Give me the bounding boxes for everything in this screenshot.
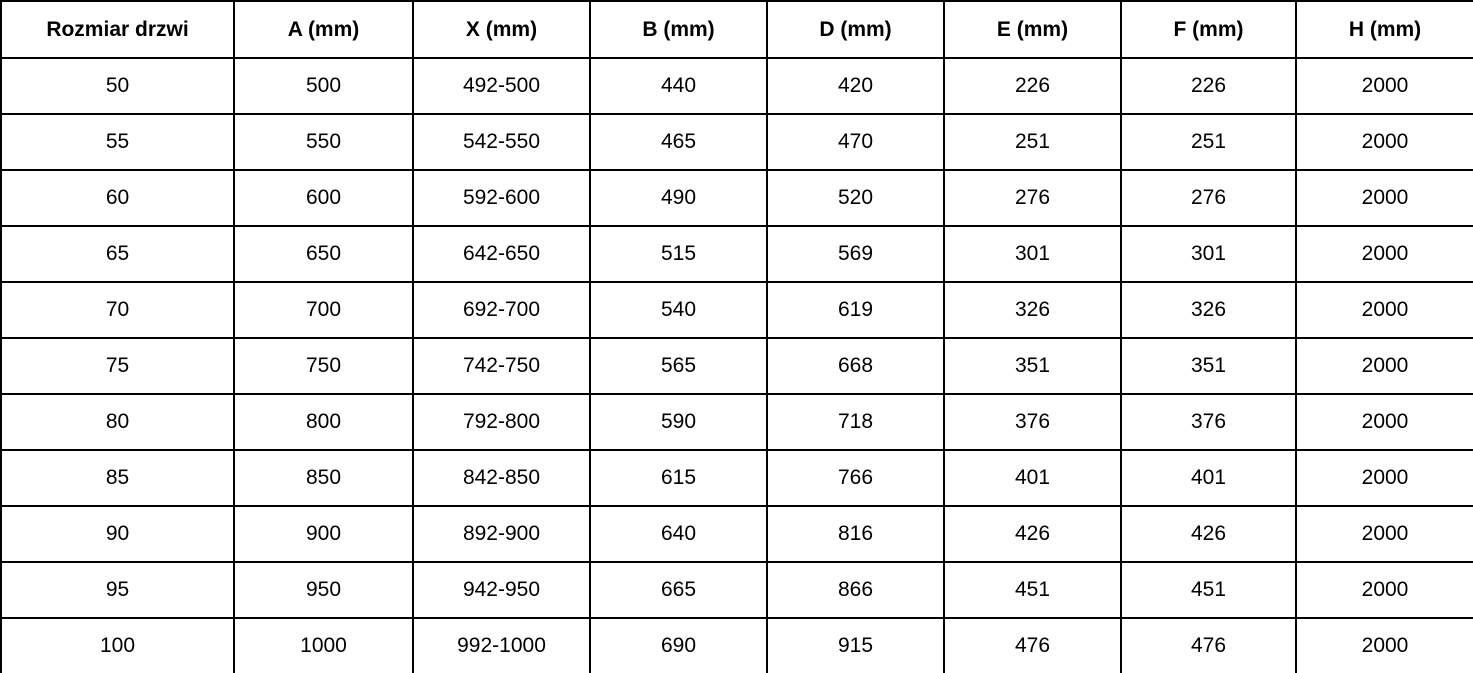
- data-cell: 426: [944, 506, 1121, 562]
- row-size-cell: 75: [1, 338, 234, 394]
- data-cell: 226: [1121, 58, 1296, 114]
- data-cell: 2000: [1296, 226, 1473, 282]
- data-cell: 550: [234, 114, 413, 170]
- header-row: [1, 1, 1473, 58]
- data-cell: 592-600: [413, 170, 590, 226]
- data-cell: 690: [590, 618, 767, 673]
- column-header: D (mm): [767, 1, 944, 58]
- data-cell: 2000: [1296, 562, 1473, 618]
- row-size-cell: 100: [1, 618, 234, 673]
- data-cell: 426: [1121, 506, 1296, 562]
- table-row: [1, 394, 1473, 450]
- data-cell: 515: [590, 226, 767, 282]
- data-cell: 792-800: [413, 394, 590, 450]
- data-cell: 640: [590, 506, 767, 562]
- column-header: A (mm): [234, 1, 413, 58]
- data-cell: 816: [767, 506, 944, 562]
- data-cell: 642-650: [413, 226, 590, 282]
- data-cell: 742-750: [413, 338, 590, 394]
- table-row: [1, 618, 1473, 673]
- data-cell: 542-550: [413, 114, 590, 170]
- row-size-cell: 95: [1, 562, 234, 618]
- column-header: E (mm): [944, 1, 1121, 58]
- row-size-cell: 55: [1, 114, 234, 170]
- data-cell: 668: [767, 338, 944, 394]
- data-cell: 476: [1121, 618, 1296, 673]
- row-size-cell: 70: [1, 282, 234, 338]
- table-row: [1, 170, 1473, 226]
- column-header: H (mm): [1296, 1, 1473, 58]
- data-cell: 2000: [1296, 58, 1473, 114]
- column-header: F (mm): [1121, 1, 1296, 58]
- row-size-cell: 50: [1, 58, 234, 114]
- data-cell: 766: [767, 450, 944, 506]
- data-cell: 351: [1121, 338, 1296, 394]
- table-row: [1, 114, 1473, 170]
- table-row: [1, 226, 1473, 282]
- data-cell: 520: [767, 170, 944, 226]
- data-cell: 700: [234, 282, 413, 338]
- data-cell: 492-500: [413, 58, 590, 114]
- data-cell: 470: [767, 114, 944, 170]
- column-header: Rozmiar drzwi: [1, 1, 234, 58]
- data-cell: 665: [590, 562, 767, 618]
- data-cell: 251: [1121, 114, 1296, 170]
- data-cell: 2000: [1296, 170, 1473, 226]
- data-cell: 942-950: [413, 562, 590, 618]
- data-cell: 718: [767, 394, 944, 450]
- data-cell: 401: [1121, 450, 1296, 506]
- data-cell: 420: [767, 58, 944, 114]
- table-row: [1, 338, 1473, 394]
- data-cell: 226: [944, 58, 1121, 114]
- data-cell: 2000: [1296, 618, 1473, 673]
- data-cell: 619: [767, 282, 944, 338]
- data-cell: 600: [234, 170, 413, 226]
- row-size-cell: 90: [1, 506, 234, 562]
- data-cell: 565: [590, 338, 767, 394]
- data-cell: 276: [944, 170, 1121, 226]
- data-cell: 650: [234, 226, 413, 282]
- row-size-cell: 85: [1, 450, 234, 506]
- data-cell: 476: [944, 618, 1121, 673]
- table-body: [1, 58, 1473, 673]
- table-row: [1, 282, 1473, 338]
- data-cell: 692-700: [413, 282, 590, 338]
- data-cell: 500: [234, 58, 413, 114]
- data-cell: 950: [234, 562, 413, 618]
- data-cell: 326: [944, 282, 1121, 338]
- data-cell: 750: [234, 338, 413, 394]
- data-cell: 2000: [1296, 114, 1473, 170]
- data-cell: 465: [590, 114, 767, 170]
- data-cell: 800: [234, 394, 413, 450]
- row-size-cell: 65: [1, 226, 234, 282]
- data-cell: 301: [1121, 226, 1296, 282]
- data-cell: 540: [590, 282, 767, 338]
- data-cell: 850: [234, 450, 413, 506]
- data-cell: 2000: [1296, 338, 1473, 394]
- data-cell: 376: [1121, 394, 1296, 450]
- data-cell: 326: [1121, 282, 1296, 338]
- data-cell: 2000: [1296, 506, 1473, 562]
- data-cell: 900: [234, 506, 413, 562]
- data-cell: 251: [944, 114, 1121, 170]
- data-cell: 842-850: [413, 450, 590, 506]
- data-cell: 2000: [1296, 450, 1473, 506]
- table-row: [1, 58, 1473, 114]
- data-cell: 276: [1121, 170, 1296, 226]
- data-cell: 590: [590, 394, 767, 450]
- data-cell: 401: [944, 450, 1121, 506]
- data-cell: 2000: [1296, 282, 1473, 338]
- data-cell: 1000: [234, 618, 413, 673]
- data-cell: 892-900: [413, 506, 590, 562]
- data-cell: 992-1000: [413, 618, 590, 673]
- table-row: [1, 562, 1473, 618]
- data-cell: 615: [590, 450, 767, 506]
- data-cell: 351: [944, 338, 1121, 394]
- data-cell: 490: [590, 170, 767, 226]
- data-cell: 451: [944, 562, 1121, 618]
- table-row: [1, 450, 1473, 506]
- table-row: [1, 506, 1473, 562]
- data-cell: 451: [1121, 562, 1296, 618]
- column-header: B (mm): [590, 1, 767, 58]
- table-header: [1, 1, 1473, 58]
- data-cell: 866: [767, 562, 944, 618]
- data-cell: 2000: [1296, 394, 1473, 450]
- column-header: X (mm): [413, 1, 590, 58]
- row-size-cell: 80: [1, 394, 234, 450]
- data-cell: 376: [944, 394, 1121, 450]
- data-cell: 569: [767, 226, 944, 282]
- data-cell: 915: [767, 618, 944, 673]
- data-cell: 301: [944, 226, 1121, 282]
- row-size-cell: 60: [1, 170, 234, 226]
- data-cell: 440: [590, 58, 767, 114]
